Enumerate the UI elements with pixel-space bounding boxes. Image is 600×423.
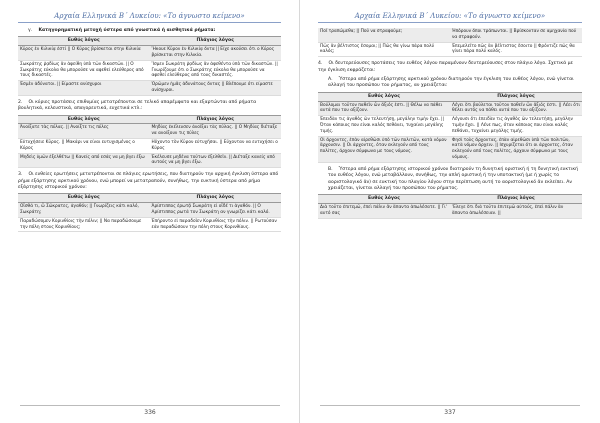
column-header: Ευθύς λόγος: [318, 195, 450, 204]
table-cell: Λέγουσι ὅτι ἐπειδὰν τις ἀγαθὸς ὢν τελευτήσῃ, μεγάλην τιμὴν ἔχει. || Λένε πως, όταν κάποιος που είναι καλός πεθάνει, τυχαίνει μεγάλης τιμής.: [450, 116, 582, 136]
table-row: [18, 217, 281, 232]
table-row: [18, 46, 281, 61]
table-cell: Μηδίας ἐκέλευσεν ἀνοῖξαι τὰς πύλας. || Ο Μηδίας διέταξε να ανοίξουν τις πύλες: [150, 124, 282, 139]
section-label: [18, 28, 281, 34]
table-cell: Ηὔχοντο τὸν Κῦρον εὐτυχῆσαι. || Εύχονταν να ευτυχήσει ο Κύρος: [150, 138, 282, 153]
section-paragraph: [18, 100, 281, 113]
table-row: [18, 60, 281, 80]
table-cell: Εὐτυχήσειε Κῦρος. || Μακάρι να είναι ευτυχισμένος ο Κύρος: [18, 138, 150, 153]
section-text: Οι ευθείες ερωτήσεις μετατρέπονται σε πλάγιες ερωτήσεις, που διατηρούν την αρχική έγκλιση ύστερα από ρήμα εξάρτησης αρκτικού χρόνου, ενώ μπορεί να μετατραπούν, συνήθως, την ευκτική ύστερα από ρήμα εξάρτησης ιστορικού χρόνου:: [18, 172, 279, 190]
subsection-label: Α.: [328, 77, 333, 82]
table-cell: Ἀρίστιππος ἐρωτᾷ Σωκράτη εἰ οἶδέ τι ἀγαθόν. || Ο Αρίστιππος ρωτά τον Σωκράτη αν γνωρίζει κάτι καλό.: [150, 203, 282, 218]
page-header: Αρχαία Ελληνικά Β΄ Λυκείου: «Το άγνωστο κείμενο»: [318, 12, 582, 23]
table-cell: Ἐπειδὰν τις ἀγαθὸς ὢν τελευτήσῃ, μεγάλην τιμὴν ἔχει. || Όταν κάποιος που είναι καλός πεθάνει, τυχαίνει μεγάλης τιμής.: [318, 116, 450, 136]
subsection-text: Ύστερα από ρήμα εξάρτησης αρκτικού χρόνου διατηρούν την έγκλιση του ευθέος λόγου, ενώ γίνεται αλλαγή του προσώπου του ρήματος, αν χρειάζεται:: [328, 77, 574, 89]
example-table-continued: [318, 28, 582, 57]
table-cell: Παραδώσομεν Κορινθίοις τὴν πόλιν; || Να παραδώσουμε την πόλη στους Κορινθίους;: [18, 217, 150, 232]
section-paragraph: [18, 172, 281, 191]
example-table-2: [18, 115, 281, 169]
table-cell: Ἐσμὲν ἀδύνατοι. || Είμαστε ανίσχυροι: [18, 81, 150, 96]
table-cell: Ποῖ τραπώμεθα; || Πού να στραφούμε;: [318, 28, 450, 42]
section-number: γ.: [28, 28, 33, 33]
table-row: [18, 81, 281, 96]
table-row: [318, 28, 582, 42]
column-header: Ευθύς λόγος: [18, 37, 150, 46]
section-text: Κατηγορηματική μετοχή ύστερα από γνωστικά ή αισθητικά ρήματα:: [38, 28, 216, 33]
column-header: Πλάγιος λόγος: [450, 195, 582, 204]
table-row: [18, 138, 281, 153]
example-table-3: [18, 193, 281, 232]
table-row: [318, 204, 582, 219]
subsection-paragraph: [318, 77, 582, 90]
right-page: [300, 0, 600, 423]
column-header: Πλάγιος λόγος: [150, 194, 282, 203]
page-header: Αρχαία Ελληνικά Β΄ Λυκείου: «Το άγνωστο κείμενο»: [18, 12, 281, 23]
section-text: Οι δευτερεύουσες προτάσεις του ευθέος λόγου παραμένουν δευτερεύουσες στον πλάγιο λόγο. Σχετικά με την έγκλιση εκφράζεται:: [318, 61, 574, 73]
column-header: Ευθύς λόγος: [18, 194, 150, 203]
table-row: [318, 42, 582, 57]
table-row: [318, 101, 582, 116]
example-table-4: [318, 92, 582, 163]
table-cell: Ἴσμεν Σωκράτη ῥᾳδίως ἂν ἀφεθέντα ὑπὸ τῶν δικαστῶν. || Γνωρίζουμε ότι ο Σωκράτης εύκολα θα μπορούσε να αφεθεί ελεύθερος από τους δικαστές.: [150, 60, 282, 80]
section-text: Οι κύριες προτάσεις επιθυμίας μετατρέπονται σε τελικό απαρέμφατο και εξαρτώνται από ρήματα βουλητικά, κελευστικά, απαγορευτικά, ευχετικά κτλ.:: [18, 99, 257, 112]
table-cell: Βούλομαι τοῦτον παθεῖν ὧν ἄξιός ἐστι. || Θέλω να πάθει αυτά που του αξίζουν.: [318, 101, 450, 116]
section-number: 4.: [318, 61, 323, 67]
table-cell: Ἐκέλευσε μηδένα τούτων ἐξελθεῖν. || Διέταξε κανείς από αυτούς να μη βγει έξω.: [150, 153, 282, 168]
subsection-label: Β.: [328, 166, 333, 172]
table-cell: Λέγει ὅτι βούλεται τοῦτον παθεῖν ὧν ἄξιός ἐστι. || Λέει ότι θέλει αυτός να πάθει αυτά που του αξίζουν.: [450, 101, 582, 116]
table-row: [318, 136, 582, 162]
example-table-5: [318, 194, 582, 218]
subsection-paragraph: [318, 167, 582, 193]
table-cell: Ἔλεγε ὅτι διὰ τοῦτο ἐπιτεμῶ αὐτούς, ἐπεὶ πάλιν ἂν ἅπαντα ἀπωλέσειαν. ||: [450, 204, 582, 219]
section-number: 3.: [18, 172, 23, 178]
column-header: Πλάγιος λόγος: [150, 37, 282, 46]
table-row: [18, 124, 281, 139]
table-cell: Σωκράτης ῥᾳδίως ἂν ἀφείθη ὑπὸ τῶν δικαστῶν. || Ο Σωκράτης εύκολα θα μπορούσε να αφεθεί ελεύθερος από τους δικαστές.: [18, 60, 150, 80]
table-cell: Φησὶ τοὺς ἄρχοντας, ἐπὰν αἱρεθῶσι ὑπὸ τῶν πολιτῶν, κατὰ νόμον ἄρχειν. || Ισχυρίζεται ότι οι άρχοντες, όταν εκλεγούν από τους πολίτες, άρχουν σύμφωνα με τους νόμους.: [450, 136, 582, 162]
table-cell: Ἤκουε Κῦρον ἐν Κιλικίᾳ ὄντα || Είχε ακούσει ότι ο Κύρος βρίσκεται στην Κιλικία.: [150, 46, 282, 61]
table-cell: Πῶς ἂν βέλτιστος ἔσομαι; || Πώς θα γίνω πάρα πολύ καλός;: [318, 42, 450, 57]
table-row: [18, 153, 281, 168]
section-number: 2.: [18, 99, 23, 105]
table-cell: Μηδεὶς ὑμῶν ἐξελθέτω || Κανείς από εσάς να μη βγει έξω: [18, 153, 150, 168]
table-cell: Διὰ τοῦτο ἐπιτεμῶ, ἐπεὶ πάλιν ἂν ἅπαντα ἀπωλέσατε. || Γι' αυτό σας: [318, 204, 450, 219]
column-header: Ευθύς λόγος: [18, 115, 150, 124]
section-paragraph: [318, 61, 582, 74]
table-row: [318, 116, 582, 136]
table-cell: Ἐπεμελεῖτο πῶς ἂν βέλτιστος ἔσοιτο || Φρόντιζε πώς θα γίνει πάρα πολύ καλός.: [450, 42, 582, 57]
page-number: 337: [300, 409, 600, 416]
table-cell: Ἐπήροντο εἰ παραδοῖεν Κορινθίοις τὴν πόλιν. || Ρωτούσαν εάν παραδώσουν την πόλη στους Κορινθίους.: [150, 217, 282, 232]
table-cell: Ἀνοίξατε τὰς πύλας. || Ανοίξτε τις πύλες: [18, 124, 150, 139]
column-header: Ευθύς λόγος: [318, 92, 450, 101]
table-cell: Ὁρῶμεν ἡμᾶς ἀδυνάτους ὄντας || Βλέπουμε ότι είμαστε ανίσχυροι.: [150, 81, 282, 96]
table-row: [18, 203, 281, 218]
table-cell: Οἱ ἄρχοντες, ἐπὰν αἱρεθῶσι ὑπὸ τῶν πολιτῶν, κατὰ νόμον ἄρχουσιν. || Οι άρχοντες, όταν εκλεγούν από τους πολίτες, άρχουν σύμφωνα με τους νόμους.: [318, 136, 450, 162]
page-number: 336: [0, 409, 300, 416]
table-cell: Ἠπόρουν ὅποι τράπωνται. || Βρίσκονταν σε αμηχανία πού να στραφούν.: [450, 28, 582, 42]
table-cell: Οἶσθά τι, ὦ Σώκρατες, ἀγαθόν; || Γνωρίζεις κάτι καλό, Σωκράτη;: [18, 203, 150, 218]
example-table-1: [18, 36, 281, 95]
column-header: Πλάγιος λόγος: [450, 92, 582, 101]
column-header: Πλάγιος λόγος: [150, 115, 282, 124]
table-cell: Κῦρος ἐν Κιλικίᾳ ἐστί || Ο Κύρος βρίσκεται στην Κιλικία: [18, 46, 150, 61]
subsection-text: Ύστερα από ρήμα εξάρτησης ιστορικού χρόνου διατηρούν τη δυνητική οριστική ή τη δυνητική ευκτική του ευθέος λόγου, ενώ μεταβάλλουν, συνήθως, την απλή οριστική ή την υποτακτική (με ή χωρίς το αοριστολογικό ἄν) σε ευκτική του πλαγίου λόγου στην περίπτωση αυτή το αοριστολογικό ἄν εκλείπει. Αν χρειάζεται, γίνεται αλλαγή του προσώπου του ρήματος.: [328, 166, 578, 191]
